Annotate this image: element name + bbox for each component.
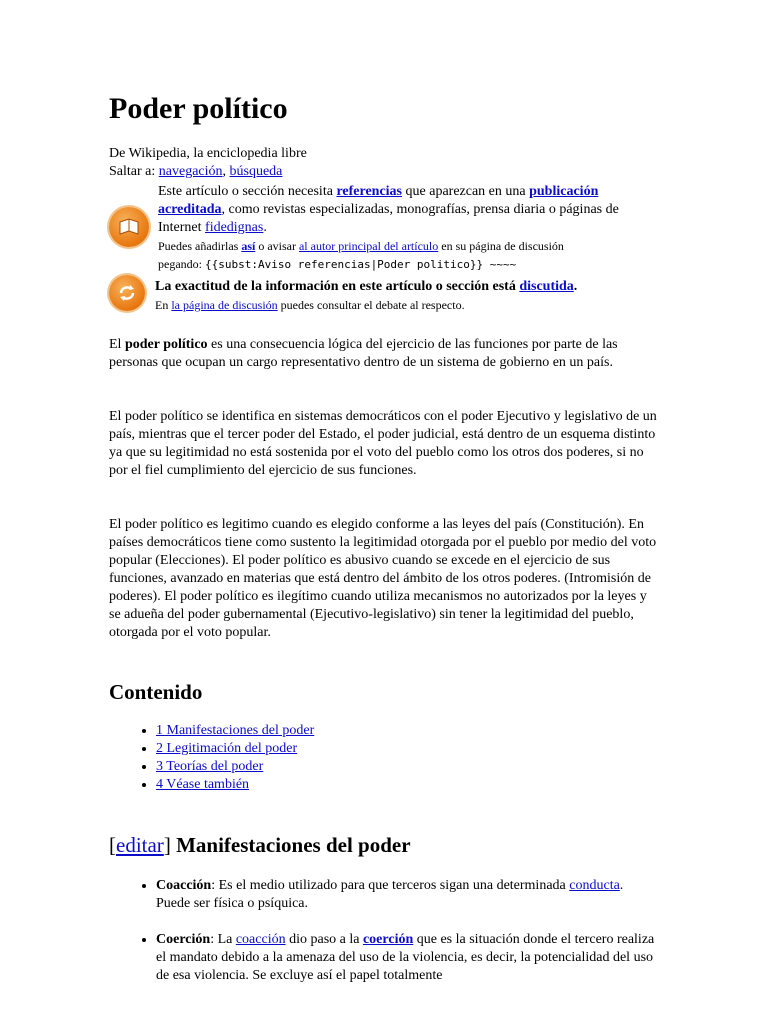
fidedignas-link[interactable]: fidedignas [205,220,264,235]
notice-small-text: en su página de discusión [438,239,564,253]
definition-text: dio paso a la [285,932,363,947]
notice-text: que aparezcan en una [402,184,530,199]
references-notice [158,183,658,274]
notice-text: . [263,220,267,235]
toc-list [109,722,314,794]
toc-link-1[interactable]: 1 Manifestaciones del poder [156,723,315,738]
search-link[interactable]: búsqueda [229,164,283,179]
list-item [156,877,659,913]
references-link[interactable]: referencias [336,184,403,199]
asi-link[interactable]: así [241,239,256,253]
toc-link-2[interactable]: 2 Legitimación del poder [156,741,298,756]
definition-text: : Es el medio utilizado para que terceros sigan una determinada [211,878,570,893]
notice-small-text: pegando: [158,257,205,271]
paragraph-text: El [109,337,125,352]
coaccion-link[interactable]: coacción [235,932,286,947]
paragraph-text: es una consecuencia lógica del ejercicio de las funciones por parte de las personas que ocupan un cargo representativo dentro de un sistema de gobierno en un país. [109,337,618,370]
list-item [156,931,659,985]
jump-separator: , [222,164,230,179]
term: Coacción [156,878,212,893]
template-code: {{subst:Aviso referencias|Poder politico}} ~~~~ [205,258,517,271]
site-tagline: De Wikipedia, la enciclopedia libre [109,146,307,161]
bold-term: poder político [124,337,208,352]
notice-text: de Internet [158,202,619,235]
main-author-link[interactable]: al autor principal del artículo [298,239,439,253]
conducta-link[interactable]: conducta [569,878,620,893]
jump-links [109,163,307,181]
toc-item [156,776,314,794]
definitions-list [109,877,659,1003]
coercion-link[interactable]: coerción [362,932,414,947]
book-icon [109,207,149,247]
subtitle-block [109,145,307,181]
notice-text: La exactitud de la información en este artículo o sección está [155,279,520,294]
notice-small-text: Puedes añadirlas [158,239,242,253]
notice-text: Este artículo o sección necesita [158,184,337,199]
page-title: Poder político [109,92,288,125]
notice-small-text: puedes consultar el debate al respecto. [277,298,465,312]
toc-item [156,740,314,758]
definition-text: . Puede ser física o psíquica. [156,878,624,911]
notice-small-text: o avisar [255,239,299,253]
toc-item [156,722,314,740]
intro-paragraph-3: El poder político es legitimo cuando es elegido conforme a las leyes del país (Constitución). En países democráticos tiene como sustento la legitimidad otorgada por el pueblo por medio del voto popular (Elecciones). El poder político es abusivo cuando se excede en el ejercicio de sus funciones, avanzado en materias que está dentro del ámbito de los otros poderes. (Intromisión de poderes). El poder político es ilegítimo cuando utiliza mecanismos no autorizados por la leyes y se adueña del poder gubernamental (Ejecutivo-legislativo) sin tener la legitimidad del pueblo, otorgada por el voto popular. [109,517,657,640]
notice-small-text: En [155,298,172,312]
talk-page-link[interactable]: la página de discusión [171,298,278,312]
edit-link[interactable]: editar [116,833,164,857]
toc-item [156,758,314,776]
term: Coerción [156,932,211,947]
definition-text: que es la situación donde el tercero realiza el mandato debido a la amenaza del uso de la violencia, es decir, la potencialidad del uso de esa violencia. Se excluye así el papel totalmente [156,932,655,983]
toc-heading: Contenido [109,680,203,704]
discutida-link[interactable]: discutida [519,279,574,294]
disputed-notice [155,278,665,314]
notice-text: . [573,279,578,294]
dispute-icon [109,275,145,311]
intro-paragraph-1 [109,336,659,372]
section-heading-manifestaciones [109,832,411,858]
definition-text: : La [210,932,236,947]
nav-link[interactable]: navegación [158,164,223,179]
bracket: [ [109,833,116,857]
toc-link-4[interactable]: 4 Véase también [156,777,250,792]
intro-paragraph-2: El poder político se identifica en sistemas democráticos con el poder Ejecutivo y legislativo de un país, mientras que el tercer poder del Estado, el poder judicial, está dentro de un esquema distinto ya que su legitimidad no está sostenida por el voto del pueblo como los otros dos poderes, si no por el fiel cumplimiento del ejercicio de sus funciones. [109,409,657,478]
section-title: Manifestaciones del poder [170,833,411,857]
publication-link[interactable]: publicación acreditada [158,184,599,217]
bracket: ] [163,833,171,857]
toc-link-3[interactable]: 3 Teorías del poder [156,759,264,774]
jump-prefix: Saltar a: [109,164,159,179]
notice-text: , como revistas especializadas, monografías, prensa diaria o páginas [221,202,603,217]
